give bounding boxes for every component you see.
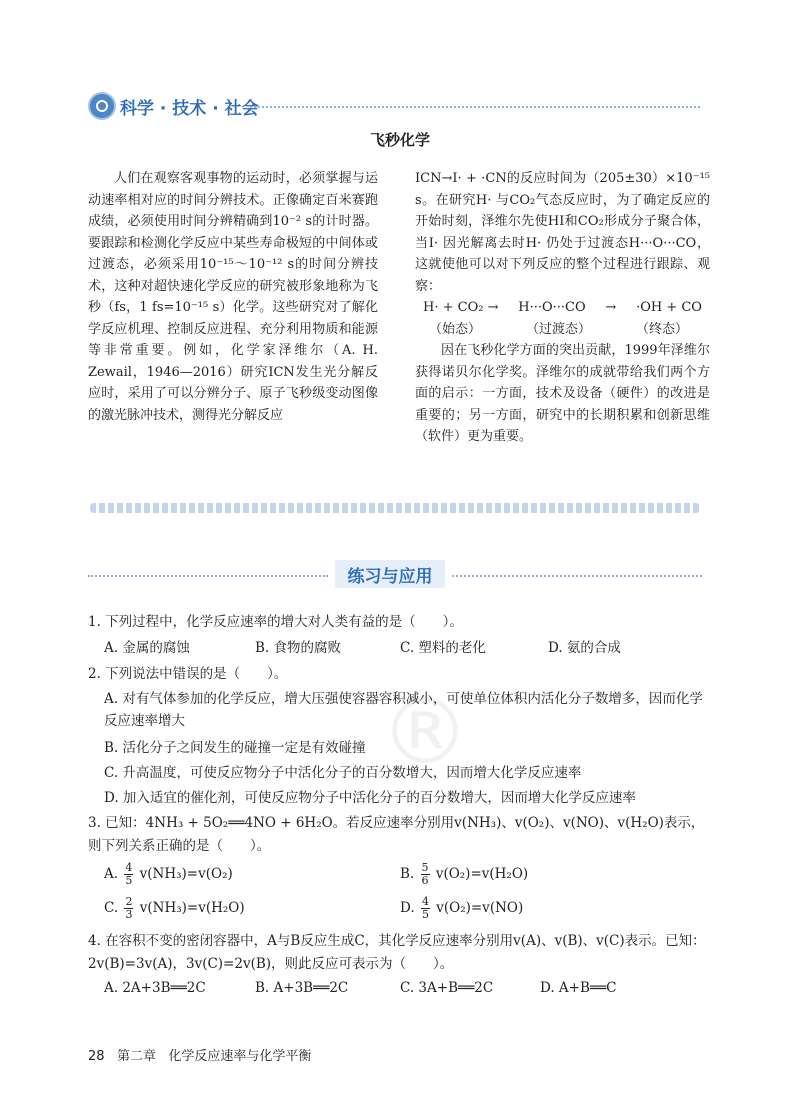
equation-part: H···O···CO bbox=[518, 300, 586, 315]
question-1: 1. 下列过程中，化学反应速率的增大对人类有益的是（ ）。 bbox=[88, 614, 463, 630]
chapter-title: 化学反应速率与化学平衡 bbox=[168, 1049, 312, 1064]
option-expression: v(NH₃)=v(H₂O) bbox=[139, 900, 245, 916]
q4-option: B. A+3B══2C bbox=[255, 980, 349, 996]
section-title: 科学 · 技术 · 社会 bbox=[120, 99, 259, 119]
wave-divider bbox=[90, 503, 700, 513]
header-divider bbox=[250, 106, 700, 108]
chapter-number: 第二章 bbox=[116, 1049, 156, 1064]
numerator: 4 bbox=[125, 861, 133, 874]
q2-option: B. 活化分子之间发生的碰撞一定是有效碰撞 bbox=[104, 740, 366, 756]
option-label: C. bbox=[104, 900, 119, 916]
q2-option: A. 对有气体参加的化学反应，增大压强使容器容积减小，可使单位体积内活化分子数增多，因而化学反应速率增大 bbox=[104, 691, 703, 729]
exercise-title: 练习与应用 bbox=[347, 567, 433, 587]
q3-option-c bbox=[104, 896, 245, 921]
article-right-column bbox=[415, 168, 710, 448]
option-expression: v(O₂)=v(NO) bbox=[436, 900, 524, 916]
option-expression: v(NH₃)=v(O₂) bbox=[139, 866, 233, 882]
q1-option: A. 金属的腐蚀 bbox=[104, 640, 190, 656]
question-3: 3. 已知：4NH₃ + 5O₂══4NO + 6H₂O。若反应速率分别用v(NH₃)、v(O₂)、v(NO)、v(H₂O)表示，则下列关系正确的是（ ）。 bbox=[88, 815, 705, 854]
fraction bbox=[124, 896, 133, 921]
reaction-equation bbox=[415, 297, 710, 319]
fraction bbox=[421, 862, 430, 887]
question-2: 2. 下列说法中错误的是（ ）。 bbox=[88, 666, 288, 682]
numerator: 2 bbox=[125, 895, 133, 908]
q2-option: D. 加入适宜的催化剂，可使反应物分子中活化分子的百分数增大，因而增大化学反应速率 bbox=[104, 790, 636, 806]
option-label: B. bbox=[400, 866, 415, 882]
equation-label: （过渡态） bbox=[525, 321, 591, 337]
denominator: 3 bbox=[125, 908, 133, 921]
exercise-divider-left bbox=[88, 575, 328, 577]
equation-label: （终态） bbox=[635, 321, 688, 337]
fraction bbox=[124, 862, 133, 887]
equation-part: ·OH + CO bbox=[636, 300, 702, 315]
option-label: A. bbox=[104, 866, 119, 882]
article-paragraph: 人们在观察客观事物的运动时，必须掌握与运动速率相对应的时间分辨技术。正像确定百米赛跑成绩，必须使用时间分辨精确到10⁻² s的计时器。要跟踪和检测化学反应中某些寿命极短的中间体或过渡态，必须采用10⁻¹⁵～10⁻¹² s的时间分辨技术，这种对超快速化学反应的研究被形象地称为飞秒（fs，1 fs=10⁻¹⁵ s）化学。这些研究对了解化学反应机理、控制反应进程、充分利用物质和能源等非常重要。例如，化学家泽维尔（A. H. Zewail，1946—2016）研究ICN发生光分解反应时，采用了可以分辨分子、原子飞秒级变动图像的激光脉冲技术，测得光分解反应 bbox=[88, 171, 378, 423]
option-label: D. bbox=[400, 900, 415, 916]
q1-option: C. 塑料的老化 bbox=[400, 640, 486, 656]
q4-option: D. A+B══C bbox=[540, 980, 617, 996]
denominator: 6 bbox=[421, 874, 429, 887]
exercise-divider-right bbox=[452, 575, 702, 577]
equation-part: H· + CO₂ → bbox=[423, 300, 499, 315]
option-expression: v(O₂)=v(H₂O) bbox=[435, 866, 529, 882]
q1-option: D. 氨的合成 bbox=[548, 640, 621, 656]
q3-option-b bbox=[400, 862, 528, 887]
equation-labels bbox=[415, 319, 710, 341]
q3-option-d bbox=[400, 896, 523, 921]
denominator: 5 bbox=[125, 874, 133, 887]
question-4: 4. 在容积不变的密闭容器中，A与B反应生成C，其化学反应速率分别用v(A)、v(B)、v(C)表示。已知：2v(B)=3v(A)，3v(C)=2v(B)，则此反应可表示为（ ）。 bbox=[88, 933, 706, 972]
article-paragraph: ICN→I· + ·CN的反应时间为（205±30）×10⁻¹⁵ s。在研究H· 与CO₂气态反应时，为了确定反应的开始时刻，泽维尔先使HI和CO₂形成分子聚合体，当I· 因光解离去时H· 仍处于过渡态H···O···CO，这就使他可以对下列反应的整个过程进行跟踪、观察： bbox=[415, 171, 710, 294]
q2-option: C. 升高温度，可使反应物分子中活化分子的百分数增大，因而增大化学反应速率 bbox=[104, 765, 582, 781]
watermark: ® bbox=[380, 680, 470, 785]
q4-option: C. 3A+B══2C bbox=[400, 980, 494, 996]
page-footer bbox=[88, 1045, 311, 1064]
numerator: 5 bbox=[421, 861, 429, 874]
q4-option: A. 2A+3B══2C bbox=[104, 980, 206, 996]
equation-label: （始态） bbox=[429, 321, 482, 337]
q3-option-a bbox=[104, 862, 233, 887]
article-title: 飞秒化学 bbox=[369, 131, 430, 149]
numerator: 4 bbox=[421, 895, 429, 908]
article-paragraph: 因在飞秒化学方面的突出贡献，1999年泽维尔获得诺贝尔化学奖。泽维尔的成就带给我们两个方面的启示：一方面，技术及设备（硬件）的改进是重要的；另一方面，研究中的长期积累和创新思维（软件）更为重要。 bbox=[415, 343, 710, 444]
page-number: 28 bbox=[88, 1049, 105, 1064]
fraction bbox=[421, 896, 430, 921]
equation-part: → bbox=[605, 300, 617, 315]
article-left-column bbox=[88, 168, 378, 426]
denominator: 5 bbox=[421, 908, 429, 921]
q1-option: B. 食物的腐败 bbox=[255, 640, 342, 656]
section-logo-icon bbox=[88, 92, 116, 120]
